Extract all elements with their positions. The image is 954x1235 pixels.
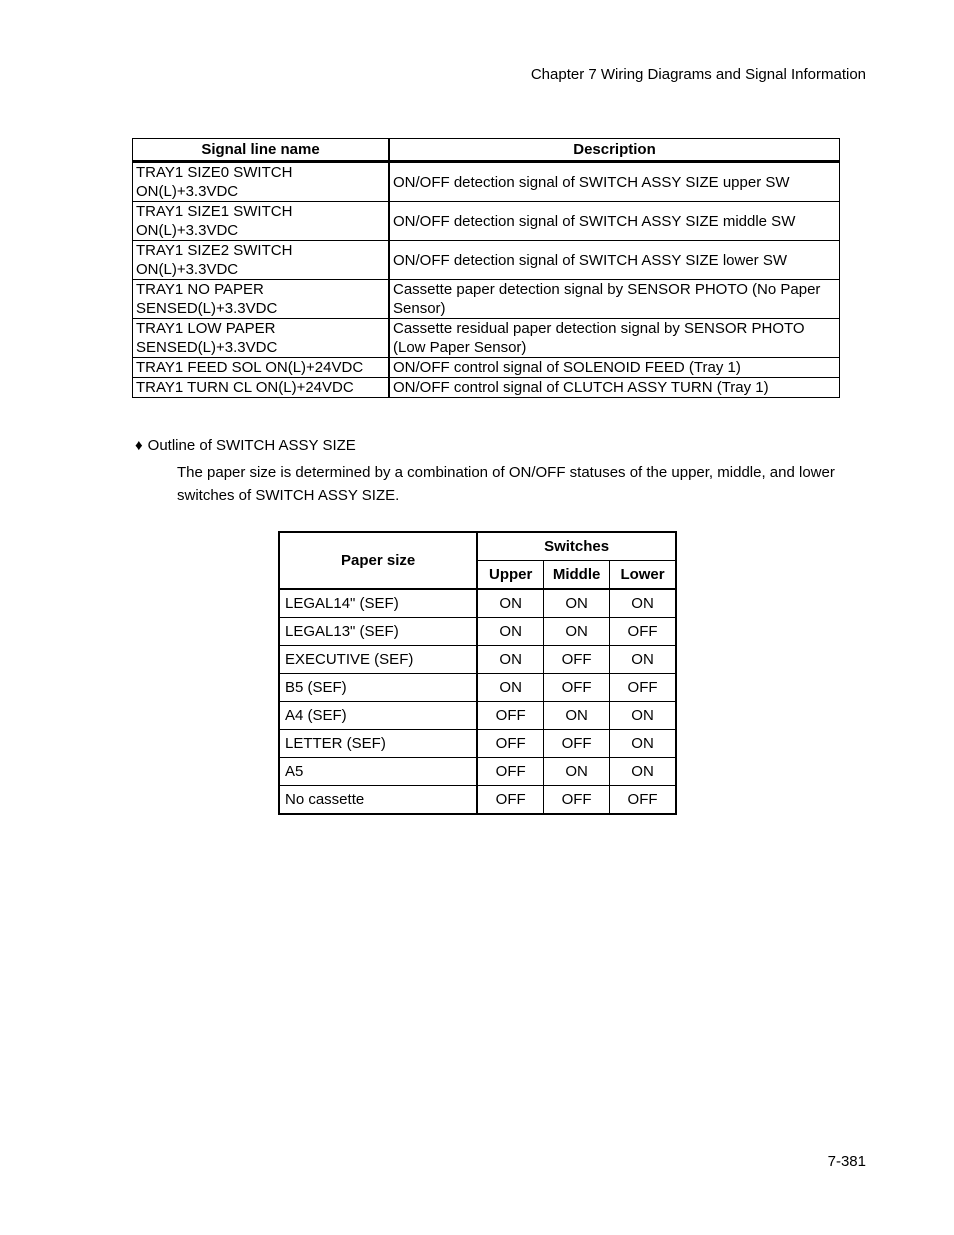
paper-size-cell: A4 (SEF) — [279, 702, 477, 730]
description-header: Description — [389, 139, 840, 162]
description-cell: ON/OFF detection signal of SWITCH ASSY SIZE upper SW — [389, 162, 840, 202]
middle-switch-cell: ON — [544, 618, 610, 646]
paper-size-cell: No cassette — [279, 786, 477, 815]
paper-size-cell: B5 (SEF) — [279, 674, 477, 702]
middle-switch-cell: OFF — [544, 730, 610, 758]
diamond-bullet-icon: ♦ — [135, 437, 143, 454]
upper-switch-cell: OFF — [477, 730, 543, 758]
lower-header: Lower — [610, 561, 676, 590]
table-row — [133, 378, 840, 398]
upper-switch-cell: OFF — [477, 786, 543, 815]
upper-switch-cell: OFF — [477, 758, 543, 786]
signal-table — [132, 138, 840, 398]
switches-header: Switches — [477, 532, 676, 561]
signal-name-header: Signal line name — [133, 139, 390, 162]
upper-switch-cell: ON — [477, 646, 543, 674]
signal-table-header-row — [133, 139, 840, 162]
table-row — [279, 758, 676, 786]
paper-size-table — [278, 531, 677, 815]
paper-size-cell: LETTER (SEF) — [279, 730, 477, 758]
description-cell: Cassette paper detection signal by SENSOR PHOTO (No Paper Sensor) — [389, 280, 840, 319]
table-row — [279, 646, 676, 674]
signal-name-cell: TRAY1 TURN CL ON(L)+24VDC — [133, 378, 390, 398]
description-cell: ON/OFF detection signal of SWITCH ASSY SIZE middle SW — [389, 202, 840, 241]
outline-paragraph: The paper size is determined by a combination of ON/OFF statuses of the upper, middle, and lower switches of SWITCH ASSY SIZE. — [177, 464, 835, 504]
table-row — [279, 618, 676, 646]
paper-size-header: Paper size — [279, 532, 477, 589]
signal-name-cell: TRAY1 NO PAPER SENSED(L)+3.3VDC — [133, 280, 390, 319]
lower-switch-cell: OFF — [610, 674, 676, 702]
table-row — [279, 702, 676, 730]
upper-switch-cell: ON — [477, 674, 543, 702]
table-row — [133, 241, 840, 280]
description-cell: ON/OFF control signal of CLUTCH ASSY TURN (Tray 1) — [389, 378, 840, 398]
description-cell: Cassette residual paper detection signal by SENSOR PHOTO (Low Paper Sensor) — [389, 319, 840, 358]
middle-switch-cell: OFF — [544, 646, 610, 674]
signal-name-cell: TRAY1 SIZE1 SWITCH ON(L)+3.3VDC — [133, 202, 390, 241]
table-row — [279, 674, 676, 702]
table-row — [133, 319, 840, 358]
table-row — [133, 280, 840, 319]
paper-size-cell: LEGAL13" (SEF) — [279, 618, 477, 646]
lower-switch-cell: ON — [610, 702, 676, 730]
outline-heading-text: Outline of SWITCH ASSY SIZE — [147, 437, 356, 454]
table-row — [279, 730, 676, 758]
table-row — [279, 786, 676, 815]
lower-switch-cell: ON — [610, 758, 676, 786]
description-cell: ON/OFF control signal of SOLENOID FEED (Tray 1) — [389, 358, 840, 378]
lower-switch-cell: ON — [610, 730, 676, 758]
table-row — [133, 202, 840, 241]
table-row — [279, 589, 676, 618]
paper-size-cell: LEGAL14" (SEF) — [279, 589, 477, 618]
paper-size-cell: A5 — [279, 758, 477, 786]
middle-switch-cell: ON — [544, 702, 610, 730]
lower-switch-cell: ON — [610, 589, 676, 618]
lower-switch-cell: OFF — [610, 618, 676, 646]
signal-name-cell: TRAY1 SIZE2 SWITCH ON(L)+3.3VDC — [133, 241, 390, 280]
middle-switch-cell: ON — [544, 758, 610, 786]
table-row — [133, 162, 840, 202]
upper-switch-cell: OFF — [477, 702, 543, 730]
lower-switch-cell: ON — [610, 646, 676, 674]
middle-header: Middle — [544, 561, 610, 590]
upper-header: Upper — [477, 561, 543, 590]
signal-name-cell: TRAY1 SIZE0 SWITCH ON(L)+3.3VDC — [133, 162, 390, 202]
middle-switch-cell: OFF — [544, 786, 610, 815]
paper-size-cell: EXECUTIVE (SEF) — [279, 646, 477, 674]
upper-switch-cell: ON — [477, 589, 543, 618]
chapter-header: Chapter 7 Wiring Diagrams and Signal Information — [530, 66, 866, 83]
description-cell: ON/OFF detection signal of SWITCH ASSY SIZE lower SW — [389, 241, 840, 280]
paper-table-header-row — [279, 532, 676, 561]
table-row — [133, 358, 840, 378]
page-number: 7-381 — [827, 1153, 866, 1170]
signal-name-cell: TRAY1 FEED SOL ON(L)+24VDC — [133, 358, 390, 378]
upper-switch-cell: ON — [477, 618, 543, 646]
middle-switch-cell: OFF — [544, 674, 610, 702]
lower-switch-cell: OFF — [610, 786, 676, 815]
signal-name-cell: TRAY1 LOW PAPER SENSED(L)+3.3VDC — [133, 319, 390, 358]
middle-switch-cell: ON — [544, 589, 610, 618]
outline-heading — [135, 437, 356, 454]
